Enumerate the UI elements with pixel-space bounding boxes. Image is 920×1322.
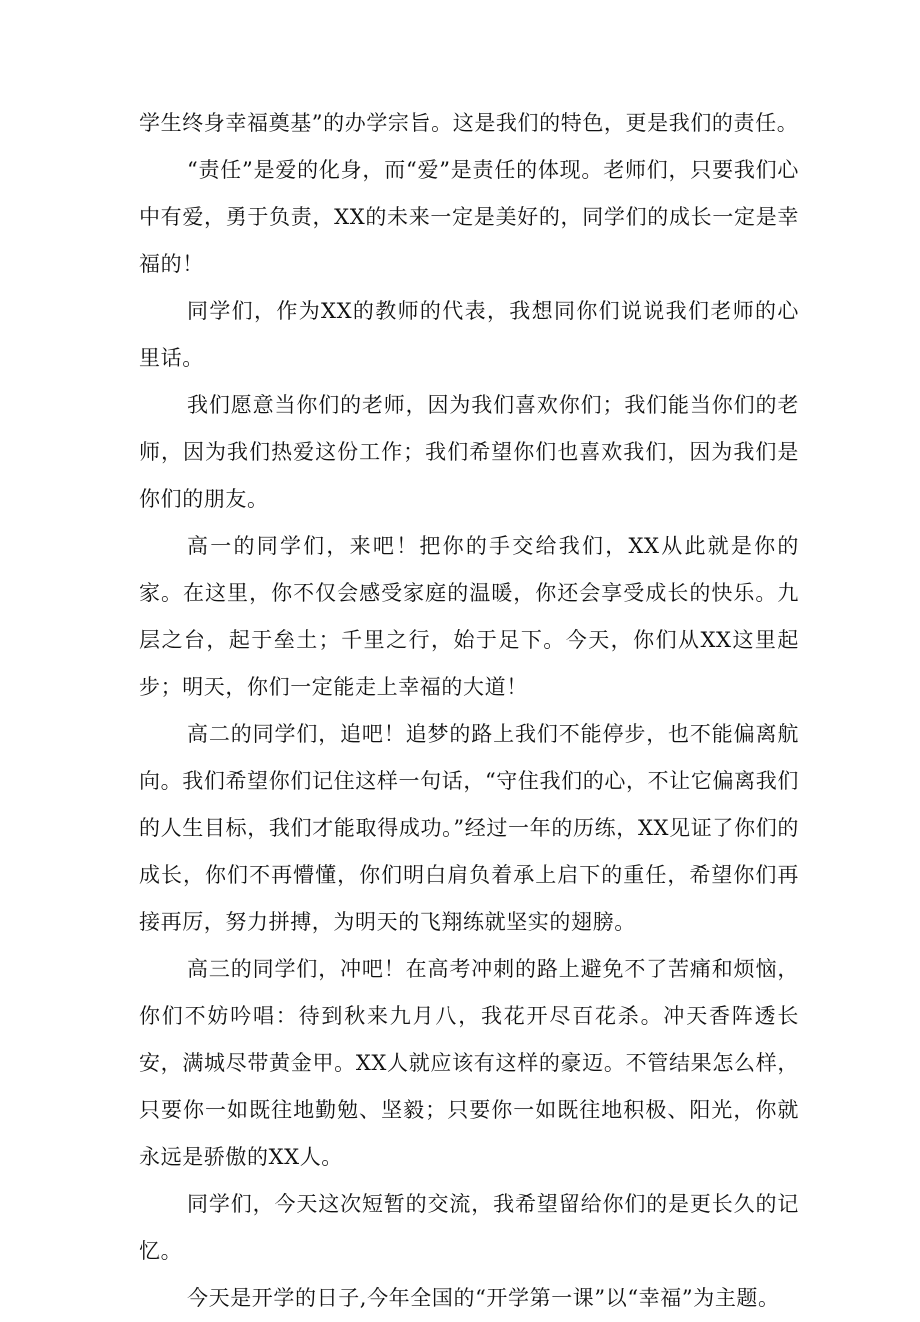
paragraph-grade-one: 高一的同学们，来吧！把你的手交给我们，XX从此就是你的家。在这里，你不仅会感受家庭的温暖，你还会享受成长的快乐。九层之台，起于垒土；千里之行，始于足下。今天，你们从XX这里起步；明天，你们一定能走上幸福的大道！ xyxy=(139,534,799,699)
paragraph-memory: 同学们，今天这次短暂的交流，我希望留给你们的是更长久的记忆。 xyxy=(139,1192,799,1263)
paragraph-teacher-words: 同学们，作为XX的教师的代表，我想同你们说说我们老师的心里话。 xyxy=(139,299,799,370)
paragraph-grade-two: 高二的同学们，追吧！追梦的路上我们不能停步，也不能偏离航向。我们希望你们记住这样一句话，“守住我们的心，不让它偏离我们的人生目标，我们才能取得成功。”经过一年的历练，XX见证了你们的成长，你们不再懵懂，你们明白肩负着承上启下的重任，希望你们再接再厉，努力拼搏，为明天的飞翔练就坚实的翅膀。 xyxy=(139,722,799,934)
paragraph-continuation: 学生终身幸福奠基”的办学宗旨。这是我们的特色，更是我们的责任。 xyxy=(139,111,799,135)
document-page xyxy=(139,100,799,1322)
paragraph-grade-three: 高三的同学们，冲吧！在高考冲刺的路上避免不了苦痛和烦恼，你们不妨吟唱：待到秋来九月八，我花开尽百花杀。冲天香阵透长安，满城尽带黄金甲。XX人就应该有这样的豪迈。不管结果怎么样，只要你一如既往地勤勉、坚毅；只要你一如既往地积极、阳光，你就永远是骄傲的XX人。 xyxy=(139,957,799,1169)
paragraph-first-lesson: 今天是开学的日子,今年全国的“开学第一课”以“幸福”为主题。 xyxy=(187,1286,780,1310)
paragraph-teacher-love: 我们愿意当你们的老师，因为我们喜欢你们；我们能当你们的老师，因为我们热爱这份工作；我们希望你们也喜欢我们，因为我们是你们的朋友。 xyxy=(139,393,799,511)
paragraph-responsibility: “责任”是爱的化身，而“爱”是责任的体现。老师们，只要我们心中有爱，勇于负责，XX的未来一定是美好的，同学们的成长一定是幸福的！ xyxy=(139,158,799,276)
